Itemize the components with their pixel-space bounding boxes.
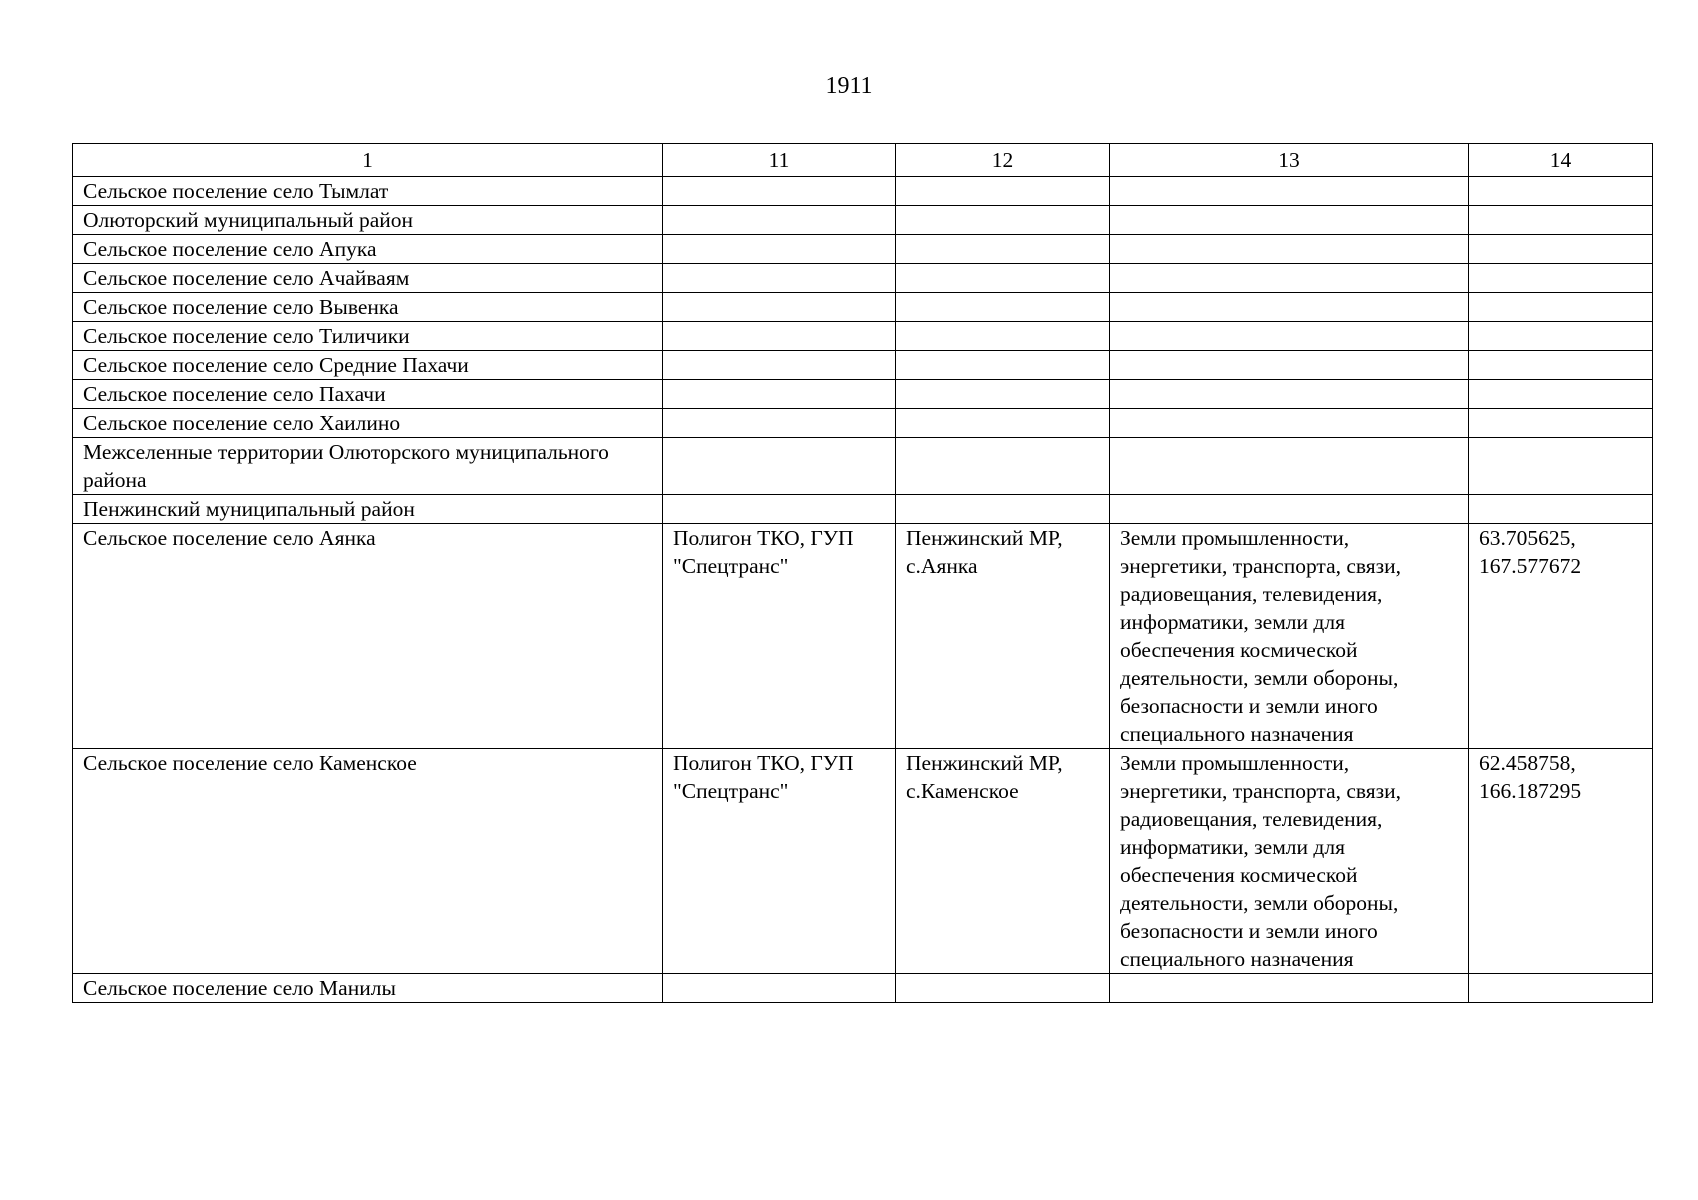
table-body	[73, 177, 1653, 1003]
settlement-cell: Пенжинский муниципальный район	[73, 495, 663, 524]
settlement-cell: Межселенные территории Олюторского муниципального района	[73, 438, 663, 495]
object-cell	[663, 293, 896, 322]
table-row	[73, 322, 1653, 351]
coordinates-cell	[1469, 351, 1653, 380]
land-category-cell	[1110, 380, 1469, 409]
land-category-cell	[1110, 177, 1469, 206]
object-cell	[663, 264, 896, 293]
land-category-cell	[1110, 495, 1469, 524]
header-row	[73, 144, 1653, 177]
settlement-cell: Сельское поселение село Апука	[73, 235, 663, 264]
table-row	[73, 206, 1653, 235]
location-cell	[896, 438, 1110, 495]
settlement-cell: Олюторский муниципальный район	[73, 206, 663, 235]
location-cell	[896, 409, 1110, 438]
coordinates-cell	[1469, 974, 1653, 1003]
land-category-cell: Земли промышленности, энергетики, транспорта, связи, радиовещания, телевидения, информатики, земли для обеспечения космической деятельности, земли обороны, безопасности и земли иного специального назначения	[1110, 749, 1469, 974]
location-cell	[896, 495, 1110, 524]
column-header-13: 13	[1110, 144, 1469, 177]
table-row	[73, 264, 1653, 293]
land-category-cell	[1110, 351, 1469, 380]
settlement-cell: Сельское поселение село Пахачи	[73, 380, 663, 409]
land-category-cell	[1110, 322, 1469, 351]
object-cell	[663, 206, 896, 235]
table-row	[73, 495, 1653, 524]
settlement-cell: Сельское поселение село Каменское	[73, 749, 663, 974]
location-cell	[896, 264, 1110, 293]
table-row	[73, 438, 1653, 495]
coordinates-cell	[1469, 438, 1653, 495]
location-cell	[896, 380, 1110, 409]
object-cell	[663, 235, 896, 264]
settlement-cell: Сельское поселение село Ачайваям	[73, 264, 663, 293]
location-cell	[896, 351, 1110, 380]
coordinates-cell: 63.705625, 167.577672	[1469, 524, 1653, 749]
object-cell	[663, 974, 896, 1003]
object-cell	[663, 495, 896, 524]
location-cell: Пенжинский МР, с.Аянка	[896, 524, 1110, 749]
location-cell	[896, 206, 1110, 235]
settlement-cell: Сельское поселение село Тымлат	[73, 177, 663, 206]
object-cell: Полигон ТКО, ГУП "Спецтранс"	[663, 524, 896, 749]
settlement-cell: Сельское поселение село Средние Пахачи	[73, 351, 663, 380]
object-cell	[663, 409, 896, 438]
object-cell: Полигон ТКО, ГУП "Спецтранс"	[663, 749, 896, 974]
location-cell	[896, 322, 1110, 351]
column-header-1: 1	[73, 144, 663, 177]
table-row	[73, 177, 1653, 206]
object-cell	[663, 177, 896, 206]
column-header-12: 12	[896, 144, 1110, 177]
land-category-cell	[1110, 206, 1469, 235]
coordinates-cell	[1469, 322, 1653, 351]
land-category-cell	[1110, 974, 1469, 1003]
object-cell	[663, 380, 896, 409]
settlement-cell: Сельское поселение село Тиличики	[73, 322, 663, 351]
column-header-11: 11	[663, 144, 896, 177]
coordinates-cell	[1469, 293, 1653, 322]
location-cell: Пенжинский МР, с.Каменское	[896, 749, 1110, 974]
land-category-cell	[1110, 409, 1469, 438]
land-category-cell	[1110, 235, 1469, 264]
settlement-cell: Сельское поселение село Хаилино	[73, 409, 663, 438]
coordinates-cell	[1469, 264, 1653, 293]
object-cell	[663, 322, 896, 351]
settlement-cell: Сельское поселение село Аянка	[73, 524, 663, 749]
object-cell	[663, 351, 896, 380]
coordinates-cell	[1469, 206, 1653, 235]
table-row	[73, 380, 1653, 409]
land-category-cell	[1110, 293, 1469, 322]
table-row	[73, 524, 1653, 749]
data-table	[72, 143, 1653, 1003]
land-category-cell	[1110, 438, 1469, 495]
location-cell	[896, 177, 1110, 206]
coordinates-cell: 62.458758, 166.187295	[1469, 749, 1653, 974]
coordinates-cell	[1469, 409, 1653, 438]
table-row	[73, 409, 1653, 438]
location-cell	[896, 235, 1110, 264]
coordinates-cell	[1469, 177, 1653, 206]
coordinates-cell	[1469, 495, 1653, 524]
table-row	[73, 749, 1653, 974]
page-number: 1911	[825, 73, 873, 99]
table-row	[73, 974, 1653, 1003]
table-row	[73, 293, 1653, 322]
location-cell	[896, 293, 1110, 322]
table-row	[73, 351, 1653, 380]
table-row	[73, 235, 1653, 264]
land-category-cell	[1110, 264, 1469, 293]
location-cell	[896, 974, 1110, 1003]
column-header-14: 14	[1469, 144, 1653, 177]
settlement-cell: Сельское поселение село Вывенка	[73, 293, 663, 322]
settlement-cell: Сельское поселение село Манилы	[73, 974, 663, 1003]
coordinates-cell	[1469, 235, 1653, 264]
coordinates-cell	[1469, 380, 1653, 409]
land-category-cell: Земли промышленности, энергетики, транспорта, связи, радиовещания, телевидения, информатики, земли для обеспечения космической деятельности, земли обороны, безопасности и земли иного специального назначения	[1110, 524, 1469, 749]
object-cell	[663, 438, 896, 495]
